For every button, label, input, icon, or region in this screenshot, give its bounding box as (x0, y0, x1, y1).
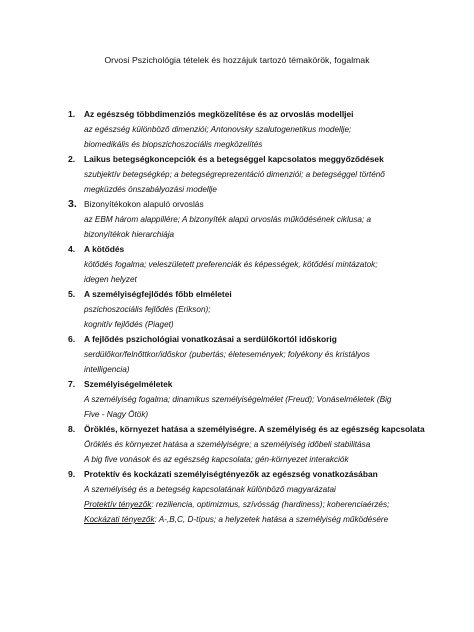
protective-factors-text: : reziliencia, optimizmus, szívósság (hardiness); koherenciaérzés; (151, 500, 390, 509)
item-detail: az egészség különböző dimenziói; Antonovsky szalutogenetikus modellje; (84, 125, 352, 134)
topic-item-8 (0, 422, 474, 467)
item-detail: serdülőkor/felnőttkor/időskor (pubertás; életesemények; folyékony és kristályos (84, 350, 370, 359)
item-number: 3. (68, 198, 77, 210)
item-detail: szubjektív betegségkép; a betegségreprezentáció dimenziói; a betegséggel történő (84, 170, 385, 179)
topic-item-9 (0, 467, 474, 527)
topic-item-1 (0, 107, 474, 152)
risk-factors-label: Kockázati tényezők (84, 515, 155, 524)
topic-item-7 (0, 377, 474, 422)
item-detail: biomedikális és biopszichoszociális megközelítés (84, 140, 263, 149)
item-detail: A személyiség és a betegség kapcsolatának különböző magyarázatai (84, 485, 336, 494)
topic-item-6 (0, 332, 474, 377)
item-heading: Laikus betegségkoncepciók és a betegséggel kapcsolatos meggyőződések (84, 154, 384, 164)
item-detail: idegen helyzet (84, 275, 137, 284)
item-number: 6. (68, 334, 76, 344)
item-detail: megküzdés önszabályozási modellje (84, 185, 217, 194)
item-number: 2. (68, 154, 76, 164)
topic-item-4 (0, 242, 474, 287)
item-heading: A fejlődés pszichológiai vonatkozásai a serdülőkortól időskorig (84, 334, 337, 344)
protective-factors-line (84, 497, 474, 512)
protective-factors-label: Protektív tényezők (84, 500, 152, 509)
item-heading: Protektív és kockázati személyiségtényezők az egészség vonatkozásában (84, 469, 378, 479)
item-detail: Öröklés és környezet hatása a személyiségre; a személyiség időbeli stabilitása (84, 440, 371, 449)
item-detail: Five - Nagy Ötök) (84, 410, 149, 419)
item-number: 5. (68, 289, 76, 299)
item-number: 4. (68, 244, 76, 254)
item-number: 1. (68, 109, 76, 119)
topic-item-2 (0, 152, 474, 197)
document-title: Orvosi Pszichológia tételek és hozzájuk tartozó témakörök, fogalmak (104, 55, 370, 65)
item-heading: Bizonyítékokon alapuló orvoslás (84, 199, 204, 209)
item-detail: pszichoszociális fejlődés (Erikson); (84, 305, 211, 314)
item-detail: kötődés fogalma; veleszületett preferenciák és képességek, kötődési mintázatok; (84, 260, 378, 269)
item-number: 9. (68, 469, 76, 479)
risk-factors-line (84, 512, 474, 527)
item-detail: A big five vonások és az egészség kapcsolata; gén-környezet interakciók (84, 455, 349, 464)
item-detail: az EBM három alappillére; A bizonyíték alapú orvoslás működésének ciklusa; a (84, 215, 372, 224)
topic-item-5 (0, 287, 474, 332)
item-heading: Személyiségelméletek (84, 379, 173, 389)
item-heading: Öröklés, környezet hatása a személyiségre. A személyiség és az egészség kapcsolata (84, 424, 425, 434)
item-number: 7. (68, 379, 76, 389)
item-heading: A kötődés (84, 244, 125, 254)
item-number: 8. (68, 424, 76, 434)
item-detail: bizonyítékok hierarchiája (84, 230, 175, 239)
risk-factors-text: : A-,B,C, D-típus; a helyzetek hatása a személyiség működésére (154, 515, 389, 524)
item-detail: A személyiség fogalma; dinamikus személyiségelmélet (Freud); Vonáselméletek (Big (84, 395, 392, 404)
topic-list (0, 107, 474, 527)
item-heading: Az egészség többdimenziós megközelítése és az orvoslás modelljei (84, 109, 354, 119)
item-detail: intelligencia) (84, 365, 130, 374)
item-heading: A személyiségfejlődés főbb elméletei (84, 289, 232, 299)
topic-item-3 (0, 197, 474, 242)
item-detail: kognitív fejlődés (Piaget) (84, 320, 174, 329)
